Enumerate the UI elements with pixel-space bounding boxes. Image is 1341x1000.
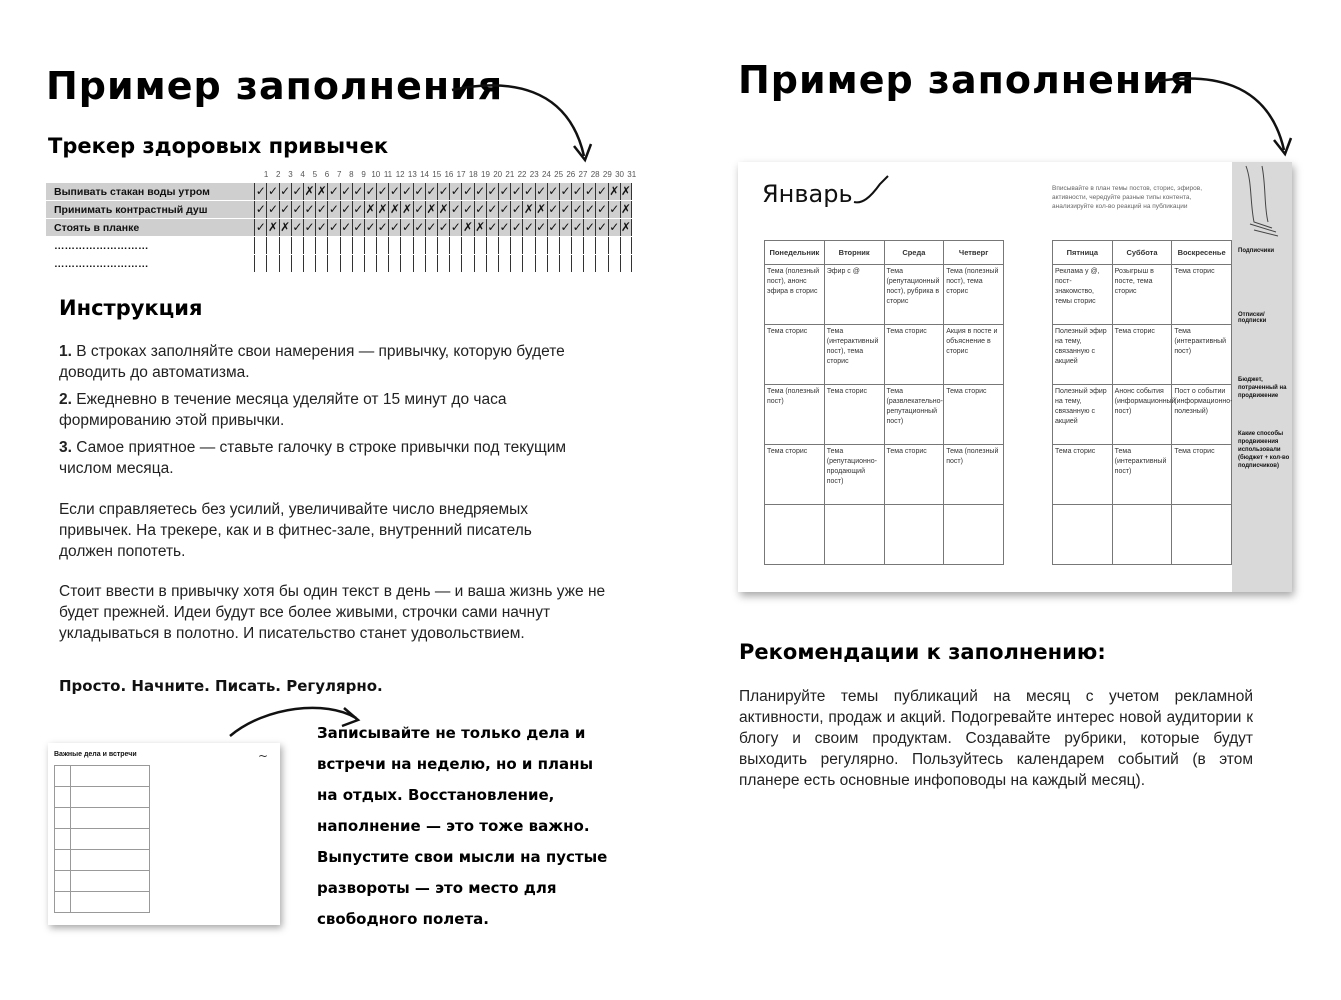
tracker-day-number: 3 <box>288 170 293 179</box>
tracker-cell <box>461 237 473 254</box>
sidebar-label: Какие способы продвижения использовали (бюджет + кол-во подписчиков) <box>1238 431 1290 469</box>
check-mark-icon: ✓ <box>304 220 315 234</box>
check-mark-icon: ✓ <box>475 184 486 198</box>
check-mark-icon: ✓ <box>511 184 522 198</box>
tracker-day-number: 29 <box>602 170 612 179</box>
tracker-cell <box>486 255 498 272</box>
cross-mark-icon: ✗ <box>389 202 400 216</box>
mini-list <box>54 765 150 913</box>
check-mark-icon: ✓ <box>341 202 352 216</box>
cross-mark-icon: ✗ <box>316 184 327 198</box>
tracker-cell <box>303 255 315 272</box>
tracker-cell <box>376 237 388 254</box>
right-page-title: Пример заполнения <box>738 58 1196 102</box>
instruction-list <box>59 341 619 479</box>
tracker-cell <box>254 255 266 272</box>
check-mark-icon: ✓ <box>267 184 278 198</box>
cross-mark-icon: ✗ <box>620 184 631 198</box>
weekly-planner-preview <box>48 743 280 925</box>
tracker-cell <box>303 237 315 254</box>
check-mark-icon: ✓ <box>255 220 266 234</box>
signature-icon: ~ <box>257 749 268 763</box>
tracker-title: Трекер здоровых привычек <box>48 134 389 158</box>
sidebar-label: Подписчики <box>1238 248 1275 254</box>
tracker-cell <box>437 255 449 272</box>
tracker-day-number: 27 <box>578 170 588 179</box>
planner-cell: Тема сторис <box>884 445 944 505</box>
check-mark-icon: ✓ <box>353 184 364 198</box>
check-mark-icon: ✓ <box>487 184 498 198</box>
planner-cell: Тема (полезный пост), анонс эфира в сторис <box>765 265 825 325</box>
planner-cell <box>824 505 884 565</box>
check-mark-icon: ✓ <box>402 220 413 234</box>
planner-grid-right <box>1052 240 1232 565</box>
planner-cell: Тема (интерактивный пост) <box>1112 445 1172 505</box>
check-mark-icon: ✓ <box>536 220 547 234</box>
check-mark-icon: ✓ <box>572 220 583 234</box>
tracker-row-label: ……………………… <box>54 257 149 270</box>
tracker-cell <box>595 255 607 272</box>
check-mark-icon: ✓ <box>584 184 595 198</box>
tracker-cell <box>571 237 583 254</box>
check-mark-icon: ✓ <box>280 184 291 198</box>
cross-mark-icon: ✗ <box>620 202 631 216</box>
check-mark-icon: ✓ <box>292 220 303 234</box>
planner-cell: Тема сторис <box>824 385 884 445</box>
check-mark-icon: ✓ <box>292 184 303 198</box>
tracker-cell <box>413 255 425 272</box>
check-mark-icon: ✓ <box>560 202 571 216</box>
planner-cell: Тема (репутационный пост), рубрика в сторис <box>884 265 944 325</box>
cross-mark-icon: ✗ <box>280 220 291 234</box>
tracker-cell <box>547 255 559 272</box>
check-mark-icon: ✓ <box>402 184 413 198</box>
tracker-cell <box>352 255 364 272</box>
tracker-cell <box>388 255 400 272</box>
tracker-cell <box>559 255 571 272</box>
planner-cell: Розыгрыш в посте, тема сторис <box>1112 265 1172 325</box>
planner-cell: Тема сторис <box>765 325 825 385</box>
check-mark-icon: ✓ <box>609 202 620 216</box>
planner-cell: Анонс события (информационный пост) <box>1112 385 1172 445</box>
tracker-cell <box>291 255 303 272</box>
handwritten-note: Записывайте не только дела и встречи на неделю, но и планы на отдых. Восстановление, наполнение — это тоже важно. Выпустите свои мысли на пустые развороты — это место для свободного полета. <box>317 724 608 928</box>
check-mark-icon: ✓ <box>523 220 534 234</box>
tracker-cell <box>510 237 522 254</box>
check-mark-icon: ✓ <box>438 184 449 198</box>
check-mark-icon: ✓ <box>584 202 595 216</box>
tracker-day-number: 4 <box>300 170 305 179</box>
tracker-row <box>46 219 632 236</box>
check-mark-icon: ✓ <box>255 202 266 216</box>
tracker-cell <box>327 255 339 272</box>
check-mark-icon: ✓ <box>328 202 339 216</box>
check-mark-icon: ✓ <box>341 184 352 198</box>
tracker-row <box>46 183 632 200</box>
tracker-cell <box>522 237 534 254</box>
tracker-day-number: 22 <box>517 170 527 179</box>
cross-mark-icon: ✗ <box>365 202 376 216</box>
check-mark-icon: ✓ <box>548 220 559 234</box>
planner-cell <box>1053 505 1113 565</box>
tracker-row-label: Стоять в планке <box>54 221 140 234</box>
check-mark-icon: ✓ <box>377 184 388 198</box>
tracker-cell <box>327 237 339 254</box>
tracker-cell <box>559 237 571 254</box>
planner-cell: Тема сторис <box>765 445 825 505</box>
tracker-cell <box>279 255 291 272</box>
planner-note: Вписывайте в план темы постов, сторис, эфиров, активности, чередуйте разные типы контента, анализируйте кол-во реакций на публикации <box>1052 185 1203 210</box>
planner-cell: Тема сторис <box>1172 445 1232 505</box>
tracker-cell <box>571 255 583 272</box>
tracker-day-number: 1 <box>263 170 269 179</box>
check-mark-icon: ✓ <box>328 220 339 234</box>
instruction-title: Инструкция <box>59 296 203 320</box>
check-mark-icon: ✓ <box>462 184 473 198</box>
cross-mark-icon: ✗ <box>620 220 631 234</box>
tracker-cell <box>291 237 303 254</box>
check-mark-icon: ✓ <box>414 202 425 216</box>
check-mark-icon: ✓ <box>572 202 583 216</box>
tracker-day-number: 5 <box>312 170 318 179</box>
check-mark-icon: ✓ <box>316 220 327 234</box>
check-mark-icon: ✓ <box>292 202 303 216</box>
tracker-cell <box>474 255 486 272</box>
tracker-cell <box>425 255 437 272</box>
tracker-cell <box>388 237 400 254</box>
day-header: Четверг <box>944 241 1004 265</box>
tracker-day-number: 28 <box>590 170 600 179</box>
paragraph-writing: Стоит ввести в привычку хотя бы один текст в день — и ваша жизнь уже не будет прежней. Идеи будут все более живыми, строчки сами начнут укладываться в полотно. И писательство станет удовольствием. <box>59 583 606 642</box>
check-mark-icon: ✓ <box>353 202 364 216</box>
planner-cell: Тема (интерактивный пост) <box>1172 325 1232 385</box>
check-mark-icon: ✓ <box>438 220 449 234</box>
tracker-cell <box>583 255 595 272</box>
check-mark-icon: ✓ <box>365 184 376 198</box>
tracker-day-number: 10 <box>371 170 381 179</box>
planner-cell: Эфир с @ <box>824 265 884 325</box>
check-mark-icon: ✓ <box>487 220 498 234</box>
check-mark-icon: ✓ <box>450 202 461 216</box>
check-mark-icon: ✓ <box>548 202 559 216</box>
check-mark-icon: ✓ <box>511 202 522 216</box>
tracker-day-number: 21 <box>505 170 515 179</box>
tracker-cell <box>620 237 632 254</box>
paragraph-habits: Если справляетесь без усилий, увеличивайте число внедряемых привычек. На трекере, как и в фитнес-зале, внутренний писатель должен попотеть. <box>59 501 532 560</box>
check-mark-icon: ✓ <box>462 202 473 216</box>
planner-cell: Тема (полезный пост) <box>944 445 1004 505</box>
cross-mark-icon: ✗ <box>304 184 315 198</box>
tracker-cell <box>535 255 547 272</box>
cross-mark-icon: ✗ <box>402 202 413 216</box>
tracker-cell <box>400 255 412 272</box>
check-mark-icon: ✓ <box>597 220 608 234</box>
tracker-row-label: ……………………… <box>54 239 149 252</box>
check-mark-icon: ✓ <box>389 184 400 198</box>
illustration-icon <box>1232 162 1292 238</box>
cross-mark-icon: ✗ <box>438 202 449 216</box>
slogan: Просто. Начните. Писать. Регулярно. <box>59 677 383 695</box>
tracker-cell <box>449 237 461 254</box>
tracker-day-number: 26 <box>566 170 576 179</box>
tracker-cell <box>461 255 473 272</box>
tracker-row <box>46 237 632 254</box>
sidebar-label: Отписки/подписки <box>1238 312 1267 324</box>
tracker-cell <box>535 237 547 254</box>
planner-cell: Тема сторис <box>1053 445 1113 505</box>
tracker-day-number: 6 <box>324 170 330 179</box>
tracker-cell <box>547 237 559 254</box>
tracker-day-number: 23 <box>529 170 539 179</box>
check-mark-icon: ✓ <box>560 220 571 234</box>
check-mark-icon: ✓ <box>572 184 583 198</box>
recommendations-text: Планируйте темы публикаций на месяц с учетом рекламной активности, продаж и акций. Подогревайте интерес новой аудитории к блогу и своим продуктам. Создавайте рубрики, которые будут выходить регулярно. Пользуйтесь календарем событий (в этом планере есть основные инфоповоды на каждый месяц). <box>739 688 1253 789</box>
check-mark-icon: ✓ <box>426 220 437 234</box>
planner-cell: Полезный эфир на тему, связанную с акцией <box>1053 385 1113 445</box>
tracker-cell <box>474 237 486 254</box>
cross-mark-icon: ✗ <box>426 202 437 216</box>
month-title: Январь <box>762 180 853 208</box>
step-2: 2. Ежедневно в течение месяца уделяйте от 15 минут до часа формированию этой привычки. <box>59 391 507 429</box>
planner-cell: Тема (полезный пост) <box>765 385 825 445</box>
tracker-cell <box>608 237 620 254</box>
check-mark-icon: ✓ <box>414 220 425 234</box>
planner-cell <box>1112 505 1172 565</box>
check-mark-icon: ✓ <box>414 184 425 198</box>
check-mark-icon: ✓ <box>548 184 559 198</box>
tracker-day-number: 14 <box>420 170 429 179</box>
check-mark-icon: ✓ <box>304 202 315 216</box>
planner-cell: Тема (репутационно-продающий пост) <box>824 445 884 505</box>
check-mark-icon: ✓ <box>523 184 534 198</box>
step-1: 1. В строках заполняйте свои намерения — привычку, которую будете доводить до автоматизма. <box>59 343 565 381</box>
tracker-row-label: Принимать контрастный душ <box>54 203 208 216</box>
tracker-day-number: 31 <box>627 170 637 179</box>
tracker-row <box>46 201 632 218</box>
pen-icon <box>850 174 892 208</box>
tracker-cell <box>486 237 498 254</box>
check-mark-icon: ✓ <box>475 202 486 216</box>
sidebar-label: Бюджет, потраченный на продвижение <box>1238 377 1287 399</box>
tracker-cell <box>522 255 534 272</box>
check-mark-icon: ✓ <box>377 220 388 234</box>
tracker-cell <box>595 237 607 254</box>
check-mark-icon: ✓ <box>280 202 291 216</box>
planner-cell: Тема сторис <box>944 385 1004 445</box>
tracker-day-number: 18 <box>468 170 478 179</box>
habit-tracker <box>46 170 636 274</box>
tracker-row-label: Выпивать стакан воды утром <box>54 185 210 198</box>
tracker-cell <box>254 237 266 254</box>
arrow-curve-icon <box>448 76 598 172</box>
tracker-row <box>46 255 632 272</box>
tracker-day-number: 19 <box>481 170 490 179</box>
check-mark-icon: ✓ <box>597 184 608 198</box>
check-mark-icon: ✓ <box>341 220 352 234</box>
day-header: Пятница <box>1053 241 1113 265</box>
recommendations-title: Рекомендации к заполнению: <box>739 640 1106 664</box>
tracker-cell <box>400 237 412 254</box>
planner-cell: Тема (полезный пост), тема сторис <box>944 265 1004 325</box>
check-mark-icon: ✓ <box>255 184 266 198</box>
planner-cell: Полезный эфир на тему, связанную с акцией <box>1053 325 1113 385</box>
check-mark-icon: ✓ <box>584 220 595 234</box>
tracker-day-number: 20 <box>493 170 503 179</box>
tracker-cell <box>364 237 376 254</box>
check-mark-icon: ✓ <box>267 202 278 216</box>
planner-cell: Тема (развлекательно-репутационный пост) <box>884 385 944 445</box>
cross-mark-icon: ✗ <box>267 220 278 234</box>
left-page-title: Пример заполнения <box>46 64 504 108</box>
tracker-day-number: 15 <box>432 170 442 179</box>
check-mark-icon: ✓ <box>450 220 461 234</box>
check-mark-icon: ✓ <box>499 202 510 216</box>
tracker-cell <box>352 237 364 254</box>
tracker-cell <box>315 237 327 254</box>
cross-mark-icon: ✗ <box>536 202 547 216</box>
check-mark-icon: ✓ <box>536 184 547 198</box>
day-header: Вторник <box>824 241 884 265</box>
planner-cell <box>884 505 944 565</box>
check-mark-icon: ✓ <box>597 202 608 216</box>
check-mark-icon: ✓ <box>328 184 339 198</box>
planner-cell: Реклама у @, пост-знакомство, темы сторис <box>1053 265 1113 325</box>
step-3: 3. Самое приятное — ставьте галочку в строке привычки под текущим числом месяца. <box>59 439 567 477</box>
tracker-cell <box>340 255 352 272</box>
tracker-cell <box>498 255 510 272</box>
check-mark-icon: ✓ <box>499 220 510 234</box>
content-planner-preview <box>738 162 1292 592</box>
planner-sidebar <box>1232 162 1292 592</box>
tracker-day-number: 17 <box>456 170 466 179</box>
tracker-day-number: 9 <box>361 170 366 179</box>
mini-title: Важные дела и встречи <box>54 751 137 758</box>
check-mark-icon: ✓ <box>609 220 620 234</box>
cross-mark-icon: ✗ <box>475 220 486 234</box>
check-mark-icon: ✓ <box>487 202 498 216</box>
tracker-day-number: 8 <box>349 170 354 179</box>
tracker-day-numbers <box>260 170 638 179</box>
tracker-cell <box>364 255 376 272</box>
day-header: Суббота <box>1112 241 1172 265</box>
tracker-cell <box>413 237 425 254</box>
planner-cell: Тема сторис <box>884 325 944 385</box>
tracker-cell <box>266 255 278 272</box>
check-mark-icon: ✓ <box>511 220 522 234</box>
planner-cell: Тема сторис <box>1112 325 1172 385</box>
tracker-cell <box>376 255 388 272</box>
tracker-cell <box>583 237 595 254</box>
check-mark-icon: ✓ <box>389 220 400 234</box>
tracker-day-number: 16 <box>444 170 454 179</box>
planner-cell: Тема (интерактивный пост), тема сторис <box>824 325 884 385</box>
tracker-cell <box>266 237 278 254</box>
day-header: Воскресенье <box>1172 241 1232 265</box>
tracker-day-number: 2 <box>276 170 281 179</box>
check-mark-icon: ✓ <box>365 220 376 234</box>
check-mark-icon: ✓ <box>353 220 364 234</box>
tracker-cell <box>498 237 510 254</box>
planner-cell <box>944 505 1004 565</box>
tracker-cell <box>608 255 620 272</box>
day-header: Среда <box>884 241 944 265</box>
tracker-day-number: 24 <box>541 170 551 179</box>
tracker-cell <box>340 237 352 254</box>
planner-cell: Пост о событии (информационно-полезный) <box>1172 385 1232 445</box>
planner-cell <box>1172 505 1232 565</box>
check-mark-icon: ✓ <box>316 202 327 216</box>
tracker-day-number: 25 <box>554 170 564 179</box>
check-mark-icon: ✓ <box>426 184 437 198</box>
tracker-cell <box>510 255 522 272</box>
tracker-day-number: 30 <box>615 170 624 179</box>
arrow-curve-icon <box>1148 68 1298 164</box>
cross-mark-icon: ✗ <box>523 202 534 216</box>
planner-cell: Тема сторис <box>1172 265 1232 325</box>
check-mark-icon: ✓ <box>450 184 461 198</box>
check-mark-icon: ✓ <box>499 184 510 198</box>
tracker-cell <box>449 255 461 272</box>
tracker-cell <box>279 237 291 254</box>
planner-cell <box>765 505 825 565</box>
tracker-cell <box>425 237 437 254</box>
tracker-day-number: 11 <box>383 170 393 179</box>
tracker-cell <box>315 255 327 272</box>
check-mark-icon: ✓ <box>560 184 571 198</box>
cross-mark-icon: ✗ <box>462 220 473 234</box>
day-header: Понедельник <box>765 241 825 265</box>
cross-mark-icon: ✗ <box>377 202 388 216</box>
cross-mark-icon: ✗ <box>609 184 620 198</box>
planner-grid-left <box>764 240 1004 565</box>
tracker-cell <box>620 255 632 272</box>
tracker-day-number: 12 <box>395 170 405 179</box>
planner-cell: Акция в посте и объяснение в сторис <box>944 325 1004 385</box>
tracker-day-number: 13 <box>407 170 417 179</box>
tracker-cell <box>437 237 449 254</box>
tracker-day-number: 7 <box>336 170 342 179</box>
